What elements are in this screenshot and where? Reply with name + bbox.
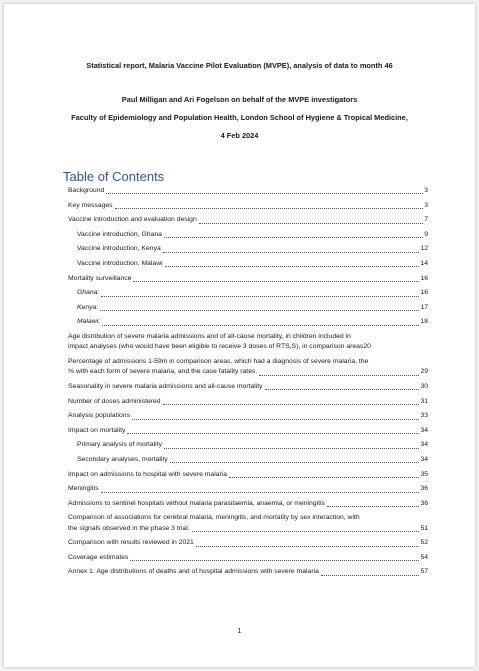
- toc-entry-page: 33: [420, 412, 428, 420]
- toc-entry-annex-1[interactable]: [68, 567, 428, 577]
- toc-entry-label-line2: the signals observed in the phase 3 trial.: [68, 524, 190, 532]
- toc-entry-analysis-populations[interactable]: [68, 411, 428, 421]
- dot-leader: [192, 531, 420, 532]
- toc-entry-label: Ghana:: [77, 289, 100, 297]
- dot-leader: [100, 310, 419, 311]
- toc-entry-page: 57: [420, 568, 428, 576]
- dot-leader: [101, 296, 419, 297]
- toc-entry-primary-analysis[interactable]: [68, 440, 428, 450]
- toc-entry-comparison-2021[interactable]: [68, 538, 428, 548]
- toc-entry-label: Kenya:: [77, 303, 99, 311]
- dot-leader: [199, 223, 423, 224]
- toc-entry-page: 30: [420, 382, 428, 390]
- toc-entry-label: Mortality surveillance: [68, 274, 132, 282]
- toc-entry-page: 7: [424, 216, 428, 224]
- dot-leader: [102, 325, 419, 326]
- toc-entry-vaccine-introduction[interactable]: [68, 215, 428, 225]
- dot-leader: [165, 266, 420, 267]
- toc-entry-label: Primary analysis of mortality: [77, 441, 162, 449]
- toc-entry-label: Secondary analyses, mortality: [77, 455, 168, 463]
- report-date: 4 Feb 2024: [220, 131, 259, 140]
- toc-entry-mortality-surveillance[interactable]: [68, 274, 428, 284]
- toc-entry-label-line2: impact analyses (who would have been eligible to receive 3 doses of RTS,S), in comparison areas: [68, 343, 364, 351]
- toc-entry-page: 16: [420, 274, 428, 282]
- toc-entry-label-line2: % with each form of severe malaria, and the case fatality rates.: [68, 368, 258, 376]
- toc-entry-meningitis[interactable]: [68, 484, 428, 494]
- toc-entry-page: 9: [424, 230, 428, 238]
- toc-entry-page: 34: [420, 455, 428, 463]
- page-number: 1: [237, 628, 242, 635]
- toc-entry-label-line1: Comparison of associations for cerebral malaria, meningitis, and mortality by sex interaction, with: [68, 514, 360, 522]
- toc-entry-label: Coverage estimates: [68, 553, 129, 561]
- toc-entry-intro-malawi[interactable]: [68, 259, 428, 269]
- toc-entry-secondary-analyses[interactable]: [68, 455, 428, 465]
- dot-leader: [163, 404, 420, 405]
- dot-leader: [163, 252, 420, 253]
- toc-entry-label: Vaccine introduction, Malawi: [77, 259, 163, 267]
- toc-entry-label: Admissions to sentinel hospitals without malaria parasitaemia, anaemia, or meningitis: [68, 499, 325, 507]
- report-title: Statistical report, Malaria Vaccine Pilot Evaluation (MVPE), analysis of data to month 46: [86, 61, 393, 70]
- toc-entry-percentage-admissions[interactable]: [68, 357, 428, 378]
- toc-entry-seasonality[interactable]: [68, 382, 428, 392]
- toc-entry-label-line1: Age distribution of severe malaria admissions and of all-cause mortality, in children included in: [68, 332, 351, 340]
- toc-entry-page: 34: [420, 441, 428, 449]
- toc-entry-label: Vaccine introduction and evaluation design: [68, 216, 197, 224]
- toc-entry-coverage-estimates[interactable]: [68, 553, 428, 563]
- toc-entry-label: Analysis populations: [68, 412, 130, 420]
- report-affiliation: Faculty of Epidemiology and Population Health, London School of Hygiene & Tropical Medicine,: [71, 113, 408, 122]
- dot-leader: [132, 419, 419, 420]
- toc-entry-page: 14: [420, 259, 428, 267]
- dot-leader: [164, 448, 419, 449]
- table-of-contents: [68, 186, 428, 578]
- toc-entry-page: 16: [420, 289, 428, 297]
- toc-entry-kenya[interactable]: [68, 303, 428, 313]
- toc-entry-age-distribution[interactable]: [68, 332, 428, 353]
- dot-leader: [133, 281, 419, 282]
- toc-entry-last-line: [68, 342, 428, 352]
- dot-leader: [259, 375, 419, 376]
- toc-entry-admissions-sentinel[interactable]: [68, 499, 428, 509]
- dot-leader: [164, 237, 423, 238]
- toc-heading: Table of Contents: [63, 169, 165, 184]
- toc-entry-last-line: [68, 367, 428, 377]
- toc-entry-page: 18: [420, 318, 428, 326]
- toc-entry-label: Key messages: [68, 201, 113, 209]
- toc-entry-number-of-doses[interactable]: [68, 397, 428, 407]
- toc-entry-page: 54: [420, 553, 428, 561]
- dot-leader: [106, 193, 423, 194]
- toc-entry-page: 20: [363, 343, 371, 351]
- toc-entry-label: Meningitis: [68, 485, 99, 493]
- toc-entry-page: 51: [420, 524, 428, 532]
- toc-entry-key-messages[interactable]: [68, 201, 428, 211]
- dot-leader: [265, 389, 420, 390]
- toc-entry-page: 52: [420, 539, 428, 547]
- toc-entry-impact-on-admissions[interactable]: [68, 470, 428, 480]
- dot-leader: [321, 575, 420, 576]
- dot-leader: [327, 506, 420, 507]
- toc-entry-label: Vaccine introduction, Ghana: [77, 230, 162, 238]
- toc-entry-intro-kenya[interactable]: [68, 244, 428, 254]
- toc-entry-page: 34: [420, 426, 428, 434]
- dot-leader: [130, 560, 419, 561]
- toc-entry-label: Comparison with results reviewed in 2021: [68, 539, 194, 547]
- toc-entry-intro-ghana[interactable]: [68, 230, 428, 240]
- toc-entry-ghana[interactable]: [68, 288, 428, 298]
- toc-entry-label: Background: [68, 187, 105, 194]
- dot-leader: [229, 477, 419, 478]
- toc-entry-background[interactable]: [68, 186, 428, 196]
- dot-leader: [101, 492, 420, 493]
- toc-entry-label: Vaccine introduction, Kenya: [77, 245, 161, 253]
- toc-entry-impact-on-mortality[interactable]: [68, 426, 428, 436]
- document-page: [4, 4, 475, 667]
- toc-entry-malawi[interactable]: [68, 317, 428, 327]
- toc-entry-page: 35: [420, 470, 428, 478]
- toc-entry-last-line: [68, 524, 428, 534]
- toc-entry-label: Malawi:: [77, 318, 101, 326]
- report-authors: Paul Milligan and Ari Fogelson on behalf of the MVPE investigators: [121, 95, 358, 104]
- toc-entry-label: Seasonality in severe malaria admissions and all-cause mortality: [68, 382, 263, 390]
- dot-leader: [196, 546, 420, 547]
- toc-entry-page: 3: [424, 201, 428, 209]
- toc-entry-page: 36: [420, 499, 428, 507]
- toc-entry-page: 36: [420, 485, 428, 493]
- toc-entry-page: 29: [420, 368, 428, 376]
- dot-leader: [127, 433, 419, 434]
- dot-leader: [170, 462, 420, 463]
- toc-entry-page: 31: [420, 397, 428, 405]
- toc-entry-label: Number of doses administered: [68, 397, 161, 405]
- toc-entry-page: 3: [424, 187, 428, 194]
- toc-entry-label: Impact on mortality: [68, 426, 126, 434]
- toc-entry-page: 12: [420, 245, 428, 253]
- toc-entry-label-line1: Percentage of admissions 1-59m in comparison areas, which had a diagnosis of severe malaria, the: [68, 357, 369, 365]
- toc-entry-comparison-associations[interactable]: [68, 513, 428, 534]
- toc-entry-label: Impact on admissions to hospital with severe malaria: [68, 470, 228, 478]
- dot-leader: [115, 208, 424, 209]
- toc-entry-label: Annex 1: Age distributions of deaths and of hospital admissions with severe malaria: [68, 568, 319, 576]
- toc-entry-page: 17: [420, 303, 428, 311]
